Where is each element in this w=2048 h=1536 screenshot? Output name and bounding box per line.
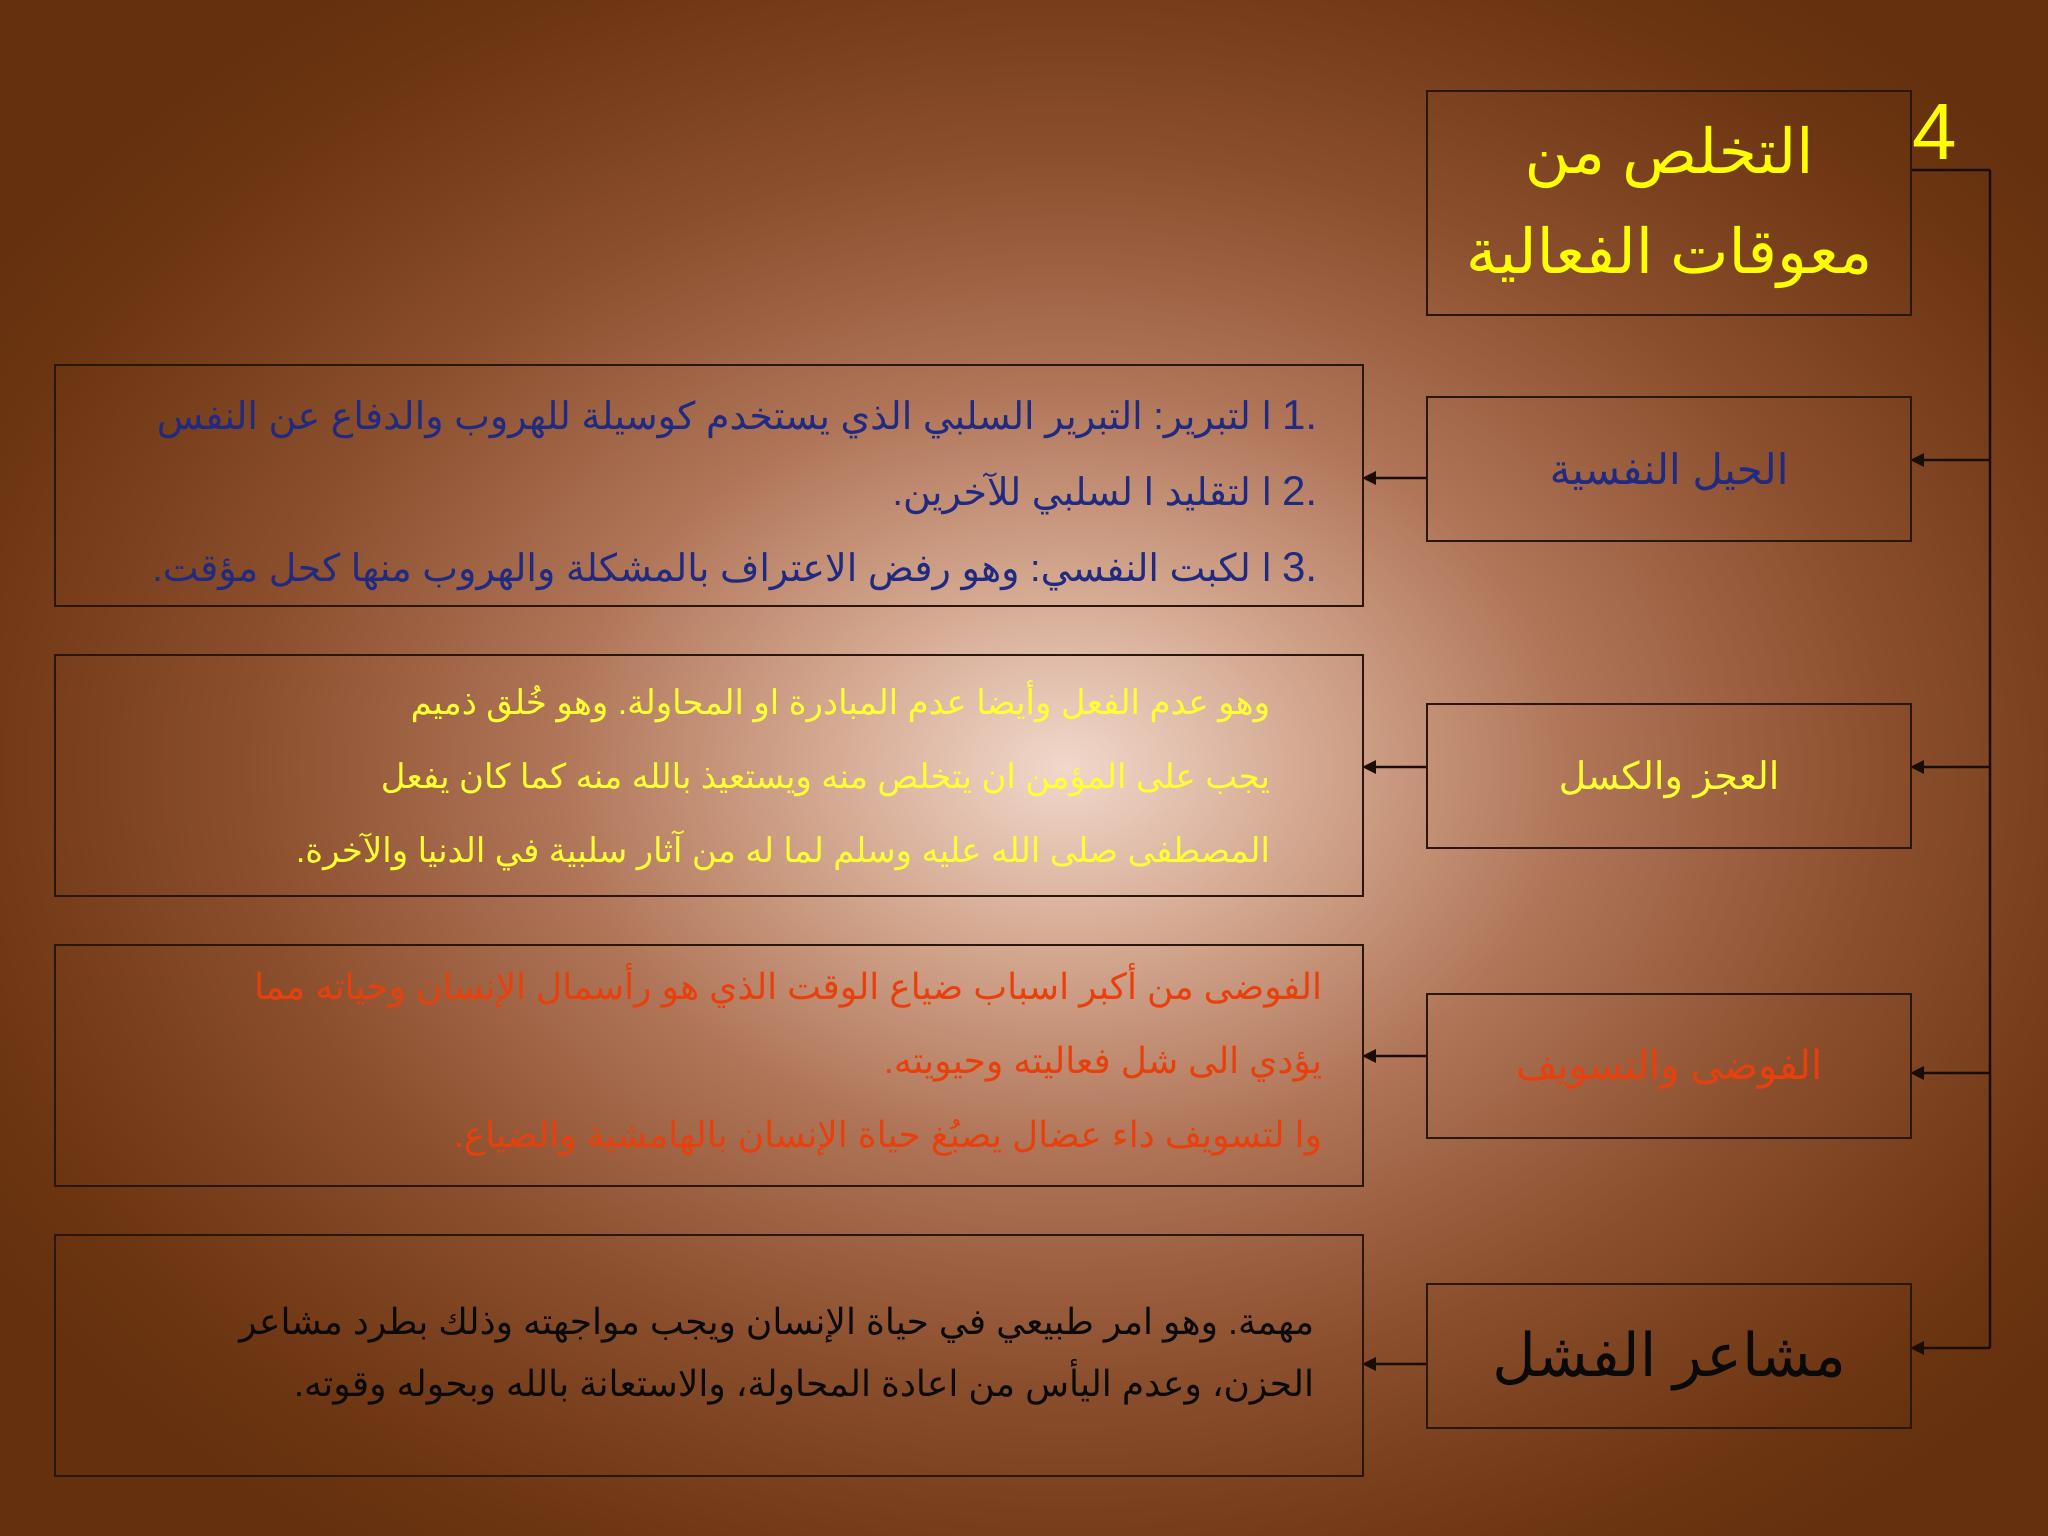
list-item <box>152 454 1342 530</box>
list-item <box>152 530 1342 606</box>
list-number: 2. <box>1282 467 1318 514</box>
text-line: المصطفى صلى الله عليه وسلم لما له من آثار سلبية في الدنيا والآخرة. <box>295 832 1270 870</box>
text-line: مهمة. وهو امر طبيعي في حياة الإنسان ويجب مواجهته وذلك بطرد مشاعر <box>239 1301 1314 1342</box>
list-text: ا لكبت النفسي: وهو رفض الاعتراف بالمشكلة والهروب منها كحل مؤقت. <box>152 548 1272 590</box>
desc-chaos <box>254 950 1322 1172</box>
label-psych-tricks: الحيل النفسية <box>1549 445 1789 493</box>
title-line-1: التخلص من <box>1524 118 1814 187</box>
list-text: ا لتبرير: التبرير السلبي الذي يستخدم كوسيلة للهروب والدفاع عن النفس <box>156 396 1272 438</box>
desc-failure <box>239 1291 1314 1415</box>
list-text: ا لتقليد ا لسلبي للآخرين. <box>892 472 1272 514</box>
text-line: يؤدي الى شل فعاليته وحيويته. <box>883 1040 1322 1081</box>
slide-number: 4 <box>1912 87 1957 176</box>
text-line: الفوضى من أكبر اسباب ضياع الوقت الذي هو رأسمال الإنسان وحياته مما <box>254 966 1322 1007</box>
text-line: وهو عدم الفعل وأيضا عدم المبادرة او المحاولة. وهو خُلق ذميم <box>410 684 1270 722</box>
list-number: 1. <box>1282 391 1318 438</box>
desc-laziness <box>296 666 1270 888</box>
title-line-2: معوقات الفعالية <box>1465 218 1873 287</box>
text-line: وا لتسويف داء عضال يصبُغ حياة الإنسان بالهامشية والضياع. <box>453 1114 1322 1155</box>
slide-title <box>1428 90 1910 316</box>
text-line: يجب على المؤمن ان يتخلص منه ويستعيذ بالله منه كما كان يفعل <box>380 758 1270 796</box>
text-line: الحزن، وعدم اليأس من اعادة المحاولة، والاستعانة بالله وبحوله وقوته. <box>293 1363 1314 1404</box>
list-number: 3. <box>1282 543 1318 590</box>
desc-psych-tricks <box>152 378 1342 606</box>
label-failure: مشاعر الفشل <box>1492 1322 1846 1389</box>
label-chaos: الفوضى والتسويف <box>1515 1044 1823 1088</box>
label-laziness: العجز والكسل <box>1558 755 1780 798</box>
list-item <box>152 378 1342 454</box>
